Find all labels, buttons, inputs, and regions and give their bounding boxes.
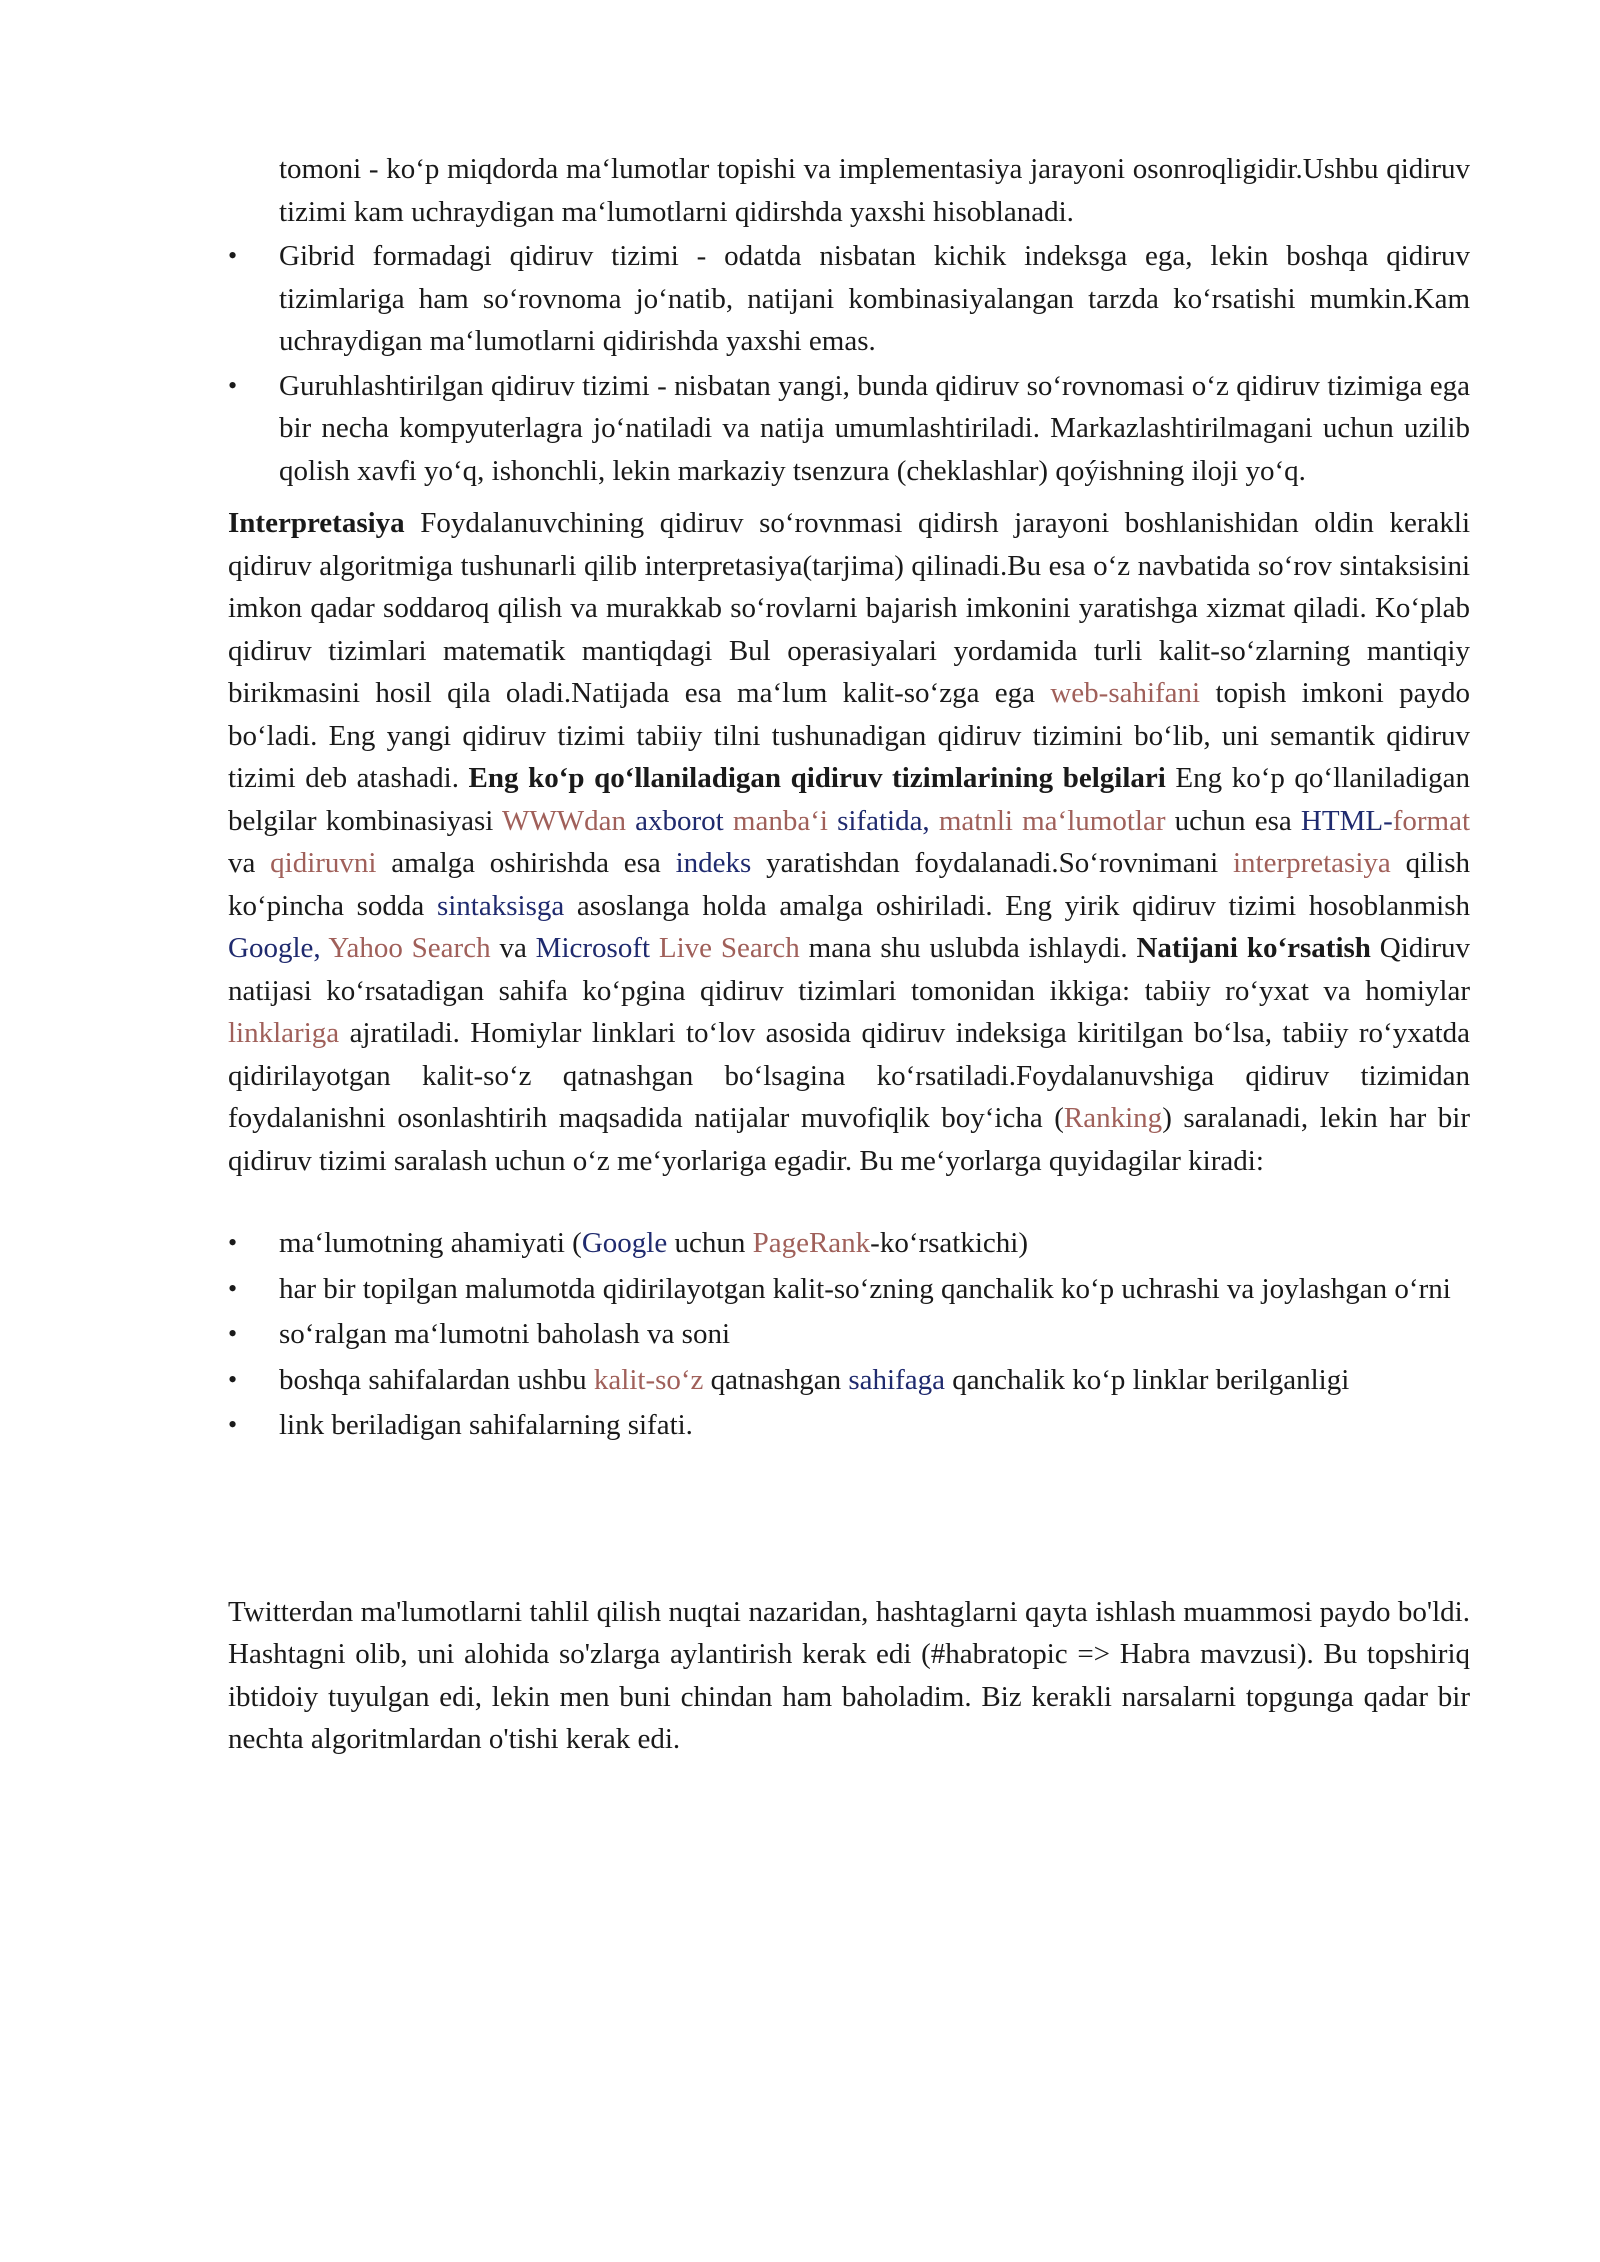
paragraph-text: qilish ko‘pincha sodda xyxy=(228,847,1471,922)
document-page xyxy=(228,148,1470,1761)
link-linklariga[interactable]: linklariga xyxy=(228,1017,340,1049)
link-google[interactable]: Google xyxy=(581,1227,668,1259)
paragraph-text: asoslanga holda amalga oshiriladi. Eng yirik qidiruv tizimi hosoblanmish xyxy=(576,889,1470,922)
link-live-search[interactable]: Live Search xyxy=(658,932,800,964)
twitter-paragraph: Twitterdan ma'lumotlarni tahlil qilish nuqtai nazaridan, hashtaglarni qayta ishlash muammosi paydo bo'ldi. Hashtagni olib, uni alohida so'zlarga aylantirish kerak edi (#habratopic => Habra mavzusi). Bu topshiriq ibtidoiy tuyulgan edi, lekin men buni chindan ham baholadim. Biz kerakli narsalarni topgunga qadar bir nechta algoritmlardan o'tishi kerak edi. xyxy=(228,1595,1470,1755)
list-item xyxy=(228,1404,1470,1447)
heading-belgilar: Eng ko‘p qo‘llaniladigan qidiruv tizimlarining belgilari xyxy=(468,762,1166,794)
list-item xyxy=(228,235,1470,363)
list-item-text: Guruhlashtirilgan qidiruv tizimi - nisbatan yangi, bunda qidiruv so‘rovnomasi o‘z qidiruv tizimiga ega bir necha kompyuterlagra jo‘natiladi va natija umumlashtiriladi. Markazlashtirilmagani uchun uzilib qolish xavfi yo‘q, ishonchli, lekin markaziy tsenzura (cheklashlar) qoýishning iloji yo‘q. xyxy=(279,369,1470,487)
search-types-list xyxy=(228,148,1470,492)
list-item-text: tomoni - ko‘p miqdorda ma‘lumotlar topishi va implementasiya jarayoni osonroqligidir.Ushbu qidiruv tizimi kam uchraydigan ma‘lumotlarni qidirshda yaxshi hisoblanadi. xyxy=(279,153,1470,228)
list-item xyxy=(228,1359,1470,1402)
list-item-text: ma‘lumotning ahamiyati ( xyxy=(279,1227,582,1259)
paragraph-text: Eng ko‘p qo‘llaniladigan belgilar kombinasiyasi xyxy=(228,762,1470,837)
paragraph-text: ) saralanadi, lekin har bir qidiruv tizimi saralash uchun o‘z me‘yorlariga egadir. Bu me‘yorlarga quyidagilar kiradi: xyxy=(228,1102,1470,1177)
link-ranking[interactable]: Ranking xyxy=(1063,1102,1163,1134)
paragraph-text: mana shu uslubda ishlaydi. xyxy=(808,932,1128,964)
link-pagerank[interactable]: PageRank xyxy=(752,1227,871,1259)
list-item-text: boshqa sahifalardan ushbu xyxy=(279,1363,587,1396)
paragraph-text: va xyxy=(499,932,527,964)
link-axborot[interactable]: axborot xyxy=(635,804,724,837)
list-item xyxy=(228,148,1470,233)
link-google[interactable]: Google, xyxy=(228,932,321,964)
link-qidiruvni[interactable]: qidiruvni xyxy=(270,847,377,879)
link-sahifaga[interactable]: sahifaga xyxy=(848,1363,946,1396)
link-format[interactable]: format xyxy=(1392,804,1471,837)
list-item xyxy=(228,365,1470,493)
link-web-sahifani[interactable]: web-sahifani xyxy=(1050,677,1201,709)
link-sintaksisga[interactable]: sintaksisga xyxy=(436,889,565,922)
ranking-criteria-list xyxy=(228,1222,1470,1447)
paragraph-text: Foydalanuvchining qidiruv so‘rovnmasi qidirsh jarayoni boshlanishidan oldin kerakli qidiruv algoritmiga tushunarli qilib interpretasiya(tarjima) qilinadi.Bu esa o‘z navbatida so‘rov sintaksisini imkon qadar soddaroq qilish va murakkab so‘rovlarni bajarish imkonini yaratishga xizmat qiladi. Ko‘plab qidiruv tizimlari matematik mantiqdagi Bul operasiyalari yordamida turli kalit-so‘zlarning mantiqiy birikmasini hosil qila oladi.Natijada esa ma‘lum kalit-so‘zga ega xyxy=(228,507,1470,709)
link-indeks[interactable]: indeks xyxy=(675,847,752,879)
list-item xyxy=(228,1268,1470,1311)
link-kalit-soz[interactable]: kalit-so‘z xyxy=(593,1363,704,1396)
interpretation-paragraph xyxy=(228,502,1470,1182)
link-manbai[interactable]: manba‘i xyxy=(732,804,828,837)
link-sifatida[interactable]: sifatida, xyxy=(837,804,930,837)
list-item-text: qatnashgan xyxy=(710,1363,842,1396)
paragraph-text: uchun esa xyxy=(1174,804,1292,837)
paragraph-text: amalga oshirishda esa xyxy=(391,847,661,879)
list-item-text: qanchalik ko‘p linklar berilganligi xyxy=(952,1363,1350,1396)
list-item-text: -ko‘rsatkichi) xyxy=(870,1227,1029,1259)
paragraph-text: topish imkoni paydo bo‘ladi. Eng yangi qidiruv tizimi tabiiy tilni tushunadigan qidiruv tizimini bo‘lib, uni semantik qidiruv tizimi deb atashadi. xyxy=(228,677,1471,794)
list-item xyxy=(228,1313,1470,1356)
heading-natijani-korsatish: Natijani ko‘rsatish xyxy=(1136,932,1371,964)
paragraph-text: va xyxy=(228,847,256,879)
list-item-text: Gibrid formadagi qidiruv tizimi - odatda nisbatan kichik indeksga ega, lekin boshqa qidiruv tizimlariga ham so‘rovnoma jo‘natib, natijani kombinasiyalangan tarzda ko‘rsatishi mumkin.Kam uchraydigan ma‘lumotlarni qidirishda yaxshi emas. xyxy=(279,240,1470,357)
list-item-text: har bir topilgan malumotda qidirilayotgan kalit-so‘zning qanchalik ko‘p uchrashi va joylashgan o‘rni xyxy=(279,1272,1451,1305)
paragraph-text: ajratiladi. Homiylar linklari to‘lov asosida qidiruv indeksiga kiritilgan bo‘lsa, tabiiy ro‘yxatda qidirilayotgan kalit-so‘z qatnashgan bo‘lsagina ko‘rsatiladi.Foydalanuvshiga qidiruv tizimidan foydalanishni osonlashtirih maqsadida natijalar muvofiqlik boy‘icha ( xyxy=(228,1017,1471,1134)
link-wwwdan[interactable]: WWWdan xyxy=(501,804,626,837)
link-html[interactable]: HTML- xyxy=(1300,804,1393,837)
list-item xyxy=(228,1222,1470,1265)
paragraph-text: Qidiruv natijasi ko‘rsatadigan sahifa ko‘pgina qidiruv tizimlari tomonidan ikkiga: tabiiy ro‘yxat va homiylar xyxy=(228,932,1470,1007)
link-interpretasiya[interactable]: interpretasiya xyxy=(1232,847,1391,879)
list-item-text: uchun xyxy=(674,1227,746,1259)
paragraph-text: yaratishdan foydalanadi.So‘rovnimani xyxy=(766,847,1219,879)
link-matnli-malumotlar[interactable]: matnli ma‘lumotlar xyxy=(938,804,1166,837)
list-item-text: so‘ralgan ma‘lumotni baholash va soni xyxy=(279,1318,731,1350)
list-item-text: link beriladigan sahifalarning sifati. xyxy=(279,1409,693,1441)
link-microsoft[interactable]: Microsoft xyxy=(535,932,651,964)
link-yahoo-search[interactable]: Yahoo Search xyxy=(328,932,491,964)
heading-interpretasiya: Interpretasiya xyxy=(228,507,405,539)
